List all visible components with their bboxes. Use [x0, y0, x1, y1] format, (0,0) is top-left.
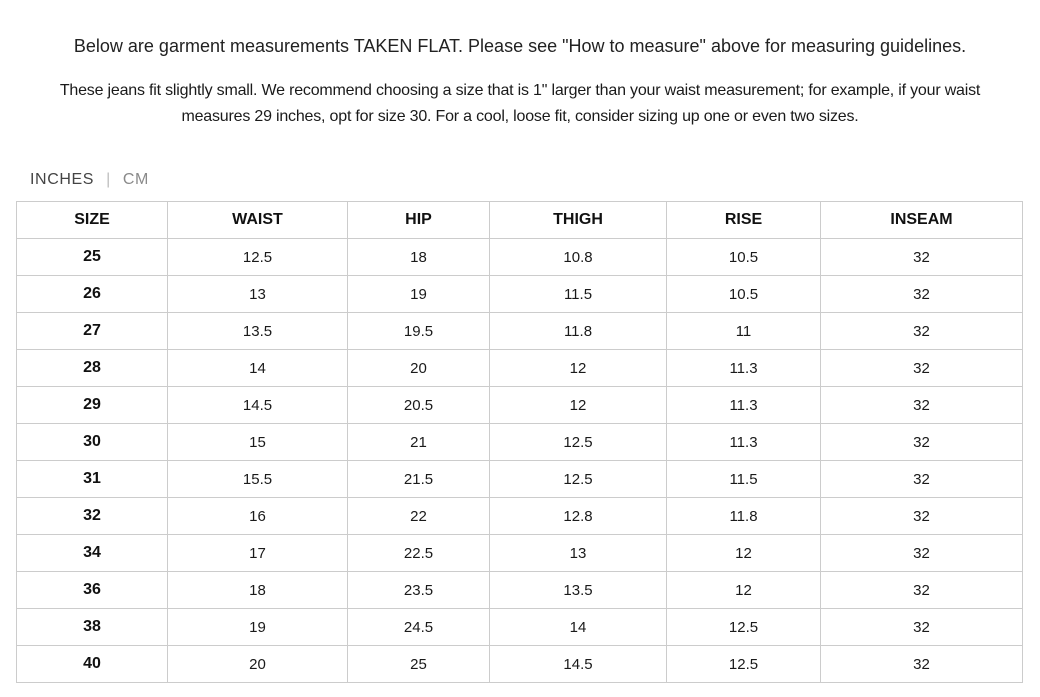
header-rise: RISE [667, 202, 821, 239]
table-row [17, 276, 1023, 313]
cell-size: 30 [17, 424, 168, 461]
cell-inseam: 32 [821, 609, 1023, 646]
cell-hip: 19 [348, 276, 490, 313]
cell-thigh: 12 [490, 387, 667, 424]
unit-separator: | [106, 171, 111, 188]
cell-hip: 21.5 [348, 461, 490, 498]
cell-thigh: 11.5 [490, 276, 667, 313]
cell-size: 29 [17, 387, 168, 424]
cell-inseam: 32 [821, 498, 1023, 535]
cell-rise: 11.8 [667, 498, 821, 535]
cell-rise: 12 [667, 572, 821, 609]
cell-hip: 24.5 [348, 609, 490, 646]
fit-note: These jeans fit slightly small. We recommend choosing a size that is 1" larger than your waist measurement; for example, if your waist measures 29 inches, opt for size 30. For a cool, loose fit, consider sizing up one or even two sizes. [59, 82, 981, 125]
unit-inches-option[interactable]: INCHES [30, 171, 95, 188]
cell-waist: 15 [168, 424, 348, 461]
table-row [17, 424, 1023, 461]
cell-size: 25 [17, 239, 168, 276]
cell-thigh: 13 [490, 535, 667, 572]
cell-rise: 11.5 [667, 461, 821, 498]
cell-inseam: 32 [821, 572, 1023, 609]
cell-rise: 12.5 [667, 609, 821, 646]
cell-size: 34 [17, 535, 168, 572]
cell-rise: 11.3 [667, 350, 821, 387]
header-thigh: THIGH [490, 202, 667, 239]
cell-waist: 14.5 [168, 387, 348, 424]
cell-hip: 22 [348, 498, 490, 535]
cell-waist: 13 [168, 276, 348, 313]
cell-hip: 25 [348, 646, 490, 683]
cell-size: 38 [17, 609, 168, 646]
cell-rise: 11 [667, 313, 821, 350]
cell-hip: 21 [348, 424, 490, 461]
cell-thigh: 12.8 [490, 498, 667, 535]
cell-waist: 18 [168, 572, 348, 609]
cell-waist: 19 [168, 609, 348, 646]
header-waist: WAIST [168, 202, 348, 239]
header-hip: HIP [348, 202, 490, 239]
cell-inseam: 32 [821, 276, 1023, 313]
cell-hip: 19.5 [348, 313, 490, 350]
cell-thigh: 13.5 [490, 572, 667, 609]
cell-size: 36 [17, 572, 168, 609]
cell-size: 26 [17, 276, 168, 313]
cell-waist: 13.5 [168, 313, 348, 350]
header-inseam: INSEAM [821, 202, 1023, 239]
table-row [17, 535, 1023, 572]
cell-waist: 15.5 [168, 461, 348, 498]
cell-inseam: 32 [821, 424, 1023, 461]
cell-inseam: 32 [821, 313, 1023, 350]
table-row [17, 461, 1023, 498]
header-size: SIZE [17, 202, 168, 239]
cell-inseam: 32 [821, 646, 1023, 683]
cell-thigh: 14 [490, 609, 667, 646]
cell-size: 28 [17, 350, 168, 387]
table-row [17, 313, 1023, 350]
cell-rise: 10.5 [667, 239, 821, 276]
cell-waist: 16 [168, 498, 348, 535]
cell-size: 27 [17, 313, 168, 350]
cell-size: 31 [17, 461, 168, 498]
unit-cm-option[interactable]: CM [122, 171, 149, 188]
cell-waist: 20 [168, 646, 348, 683]
table-body [17, 239, 1023, 683]
cell-inseam: 32 [821, 387, 1023, 424]
table-row [17, 239, 1023, 276]
cell-thigh: 10.8 [490, 239, 667, 276]
cell-size: 32 [17, 498, 168, 535]
table-row [17, 609, 1023, 646]
cell-size: 40 [17, 646, 168, 683]
cell-rise: 11.3 [667, 424, 821, 461]
cell-inseam: 32 [821, 535, 1023, 572]
cell-thigh: 12 [490, 350, 667, 387]
cell-inseam: 32 [821, 461, 1023, 498]
size-chart-table [16, 201, 1023, 683]
cell-hip: 20.5 [348, 387, 490, 424]
unit-toggle [30, 170, 149, 190]
cell-waist: 12.5 [168, 239, 348, 276]
table-header-row [17, 202, 1023, 239]
cell-rise: 12.5 [667, 646, 821, 683]
cell-thigh: 14.5 [490, 646, 667, 683]
cell-thigh: 12.5 [490, 424, 667, 461]
cell-inseam: 32 [821, 350, 1023, 387]
cell-thigh: 11.8 [490, 313, 667, 350]
table-row [17, 646, 1023, 683]
cell-thigh: 12.5 [490, 461, 667, 498]
cell-rise: 12 [667, 535, 821, 572]
cell-waist: 14 [168, 350, 348, 387]
cell-hip: 22.5 [348, 535, 490, 572]
cell-hip: 20 [348, 350, 490, 387]
cell-inseam: 32 [821, 239, 1023, 276]
table-row [17, 350, 1023, 387]
measurement-intro: Below are garment measurements TAKEN FLAT. Please see "How to measure" above for measuring guidelines. [73, 36, 967, 56]
table-row [17, 387, 1023, 424]
cell-rise: 10.5 [667, 276, 821, 313]
cell-waist: 17 [168, 535, 348, 572]
table-row [17, 498, 1023, 535]
table-row [17, 572, 1023, 609]
cell-hip: 23.5 [348, 572, 490, 609]
cell-hip: 18 [348, 239, 490, 276]
cell-rise: 11.3 [667, 387, 821, 424]
